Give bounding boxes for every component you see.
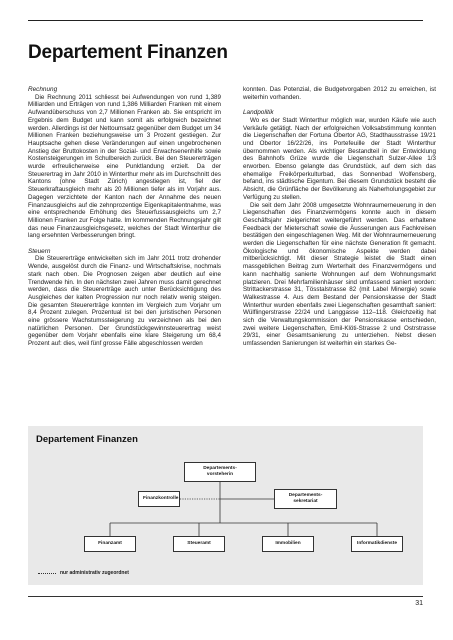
paragraph-rechnung: Die Rechnung 2011 schliesst bei Aufwendungen von rund 1,389 Milliarden und Erträgen von rund 1,386 Milliarden Franken mit einem Aufwandüberschuss von 2,7 Millionen Franken ab. Sie entspricht im Ergebnis dem Budget und kann somit als erfolgreich bezeichnet werden. Allerdings ist der Nettoumsatz gegenüber dem Budget um 34 Millionen Franken beziehungsweise um 3 Prozent gestiegen. Zur Hauptsache gehen diese Veränderungen auf einen ungebrochenen Anstieg der Bruttokosten in der Sozial- und Erwachsenenhilfe sowie Kostensteigerungen im Schulbereich zurück. Bei den Steuererträgen wurde erfreulicherweise eine Punktlandung erzielt. Da der Steuerertrag im Jahr 2010 in Winterthur mehr als im Durchschnitt des Kantons (ohne Stadt Zürich) angestiegen ist, fiel der Steuerkraftausgleich mehr als 20 Millionen tiefer als im Vorjahr aus. Dagegen verzichtete der Kanton nach der Annahme des neuen Finanzausgleichs auf die zehnprozentige Eigenkapitalentnahme, was eine entsprechende Erhöhung des Steuerfussausgleichs um 2,7 Millionen Franken zur Folge hatte. Im kommenden Rechnungsjahr gilt das neue Finanzausgleichsgesetz, welches der Stadt Winterthur die lang ersehnten Verbesserungen bringt.: [28, 93, 221, 240]
section-heading-rechnung: Rechnung: [28, 86, 58, 93]
paragraph-steuern: Die Steuererträge entwickelten sich im Jahr 2011 trotz drohender Wende, ausgelöst durch die Finanz- und Wirtschaftskrise, nochmals stark nach oben. Die Prognosen zeigen aber deutlich auf eine Trendwende hin. In den nächsten zwei Jahren muss damit gerechnet werden, dass die Steuererträge auch unter Berücksichtigung des Ausgleiches der kalten Progression nur noch relativ wenig steigen. Die gesamten Steuererträge konnten im Vergleich zum Vorjahr um 8,4 Prozent zulegen. Prozentual ist bei den juristischen Personen eine grössere Wachstumssteigerung zu verzeichnen als bei den natürlichen Personen. Der Grundstückgewinnsteuerertrag weist gegenüber dem Vorjahr ebenfalls eine klare Steigerung um 68,4 Prozent auf: dies, weil fünf grosse Fälle abgeschlossen werden: [28, 255, 221, 348]
paragraph-landpolitik-2: Die seit dem Jahr 2008 umgesetzte Wohnraumerneuerung in den Liegenschaften des Finanzvermögens konnte auch in diesem Geschäftsjahr zielgerichtet weitergeführt werden. Das erhaltene Feedback der Mieterschaft sowie die Äusserungen aus Fachkreisen bestätigen den eingeschlagenen Weg. Mit der Wohnraumerneuerung werden die Liegenschaften für eine nächste Generation fit gemacht. Ökologische und ökonomische Aspekte werden dabei mitberücksichtigt. Mit dieser Strategie leistet die Stadt einen massgeblichen Beitrag zum Werterhalt des Finanzvermögens und kann nachhaltig sanierte Wohnungen auf dem Wohnungsmarkt platzieren. Drei Mehrfamilienhäuser sind umfassend saniert worden: Strittackerstrasse 31, Tösstalstrasse 82 (mit Label Minergie) sowie Walkestrasse 4. Aus dem Bestand der Pensionskasse der Stadt Winterthur wurden ebenfalls zwei Liegenschaften gesamthaft saniert: Wülflingerstrasse 22/24 und Langgasse 112–118. Gleichzeitig hat sich die Verwaltungskommission der Pensionskasse entschieden, zwei weitere Liegenschaften, Emil-Klöti-Strasse 2 und Ostrstrasse 29/31, einer Gesamtsanierung zu unterziehen. Nebst diesen umfassenden Sanierungen ist weiterhin ein starkes Ge-: [243, 201, 436, 348]
org-chart: [28, 426, 423, 585]
top-rule: [28, 20, 423, 21]
org-box-finanzkontrolle: Finanzkontrolle: [138, 491, 180, 507]
legend-label: nur administrativ zugeordnet: [60, 570, 129, 576]
paragraph-landpolitik-1: Wo es der Stadt Winterthur möglich war, wurden Käufe wie auch Verkäufe getätigt. Nach der erfolgreichen Volksabstimmung konnten die Liegenschaften der Fortuna Obertor AG, Stadthausstrasse 19/21 und Obertor 16/22/26, ins Portefeuille der Stadt Winterthur übernommen werden. Als wichtiger Bestandteil in der Entwicklung des Bahnhofs Grüze wurde die Liegenschaft Sulzer-Allee 1/3 erworben. Ebenso gelangte das Grundstück, auf dem sich das ehemalige Freikörperkulturbad, das Sonnenbad Wolfensberg, befand, ins städtische Eigentum. Bei diesem Grundstück besteht die Absicht, die Grünfläche der Bevölkerung als Naherholungsgebiet zur Verfügung zu stellen.: [243, 116, 436, 201]
org-chart-title: Departement Finanzen: [36, 434, 138, 445]
org-box-immobilien: Immobilien: [262, 536, 314, 552]
section-heading-steuern: Steuern: [28, 247, 51, 255]
org-box-steueramt: Steueramt: [173, 536, 225, 552]
legend-dotted-line: [38, 573, 56, 574]
page-title: Departement Finanzen: [28, 42, 228, 63]
right-column: [243, 86, 436, 356]
org-box-head: Departements- vorsteherin: [184, 462, 256, 482]
org-box-finanzamt: Finanzamt: [84, 536, 136, 552]
org-box-informatikdienste: Informatikdienste: [351, 536, 403, 552]
section-heading-landpolitik: Landpolitik: [243, 109, 274, 117]
org-chart-legend: [38, 570, 129, 576]
bottom-rule: [28, 596, 423, 597]
org-box-sekretariat: Departements- sekretariat: [274, 489, 337, 509]
page-number: 31: [415, 600, 423, 607]
org-chart-connectors: [28, 426, 423, 585]
left-column: [28, 86, 221, 356]
paragraph-continuation: konnten. Das Potenzial, die Budgetvorgaben 2012 zu erreichen, ist weiterhin vorhanden.: [243, 86, 436, 101]
